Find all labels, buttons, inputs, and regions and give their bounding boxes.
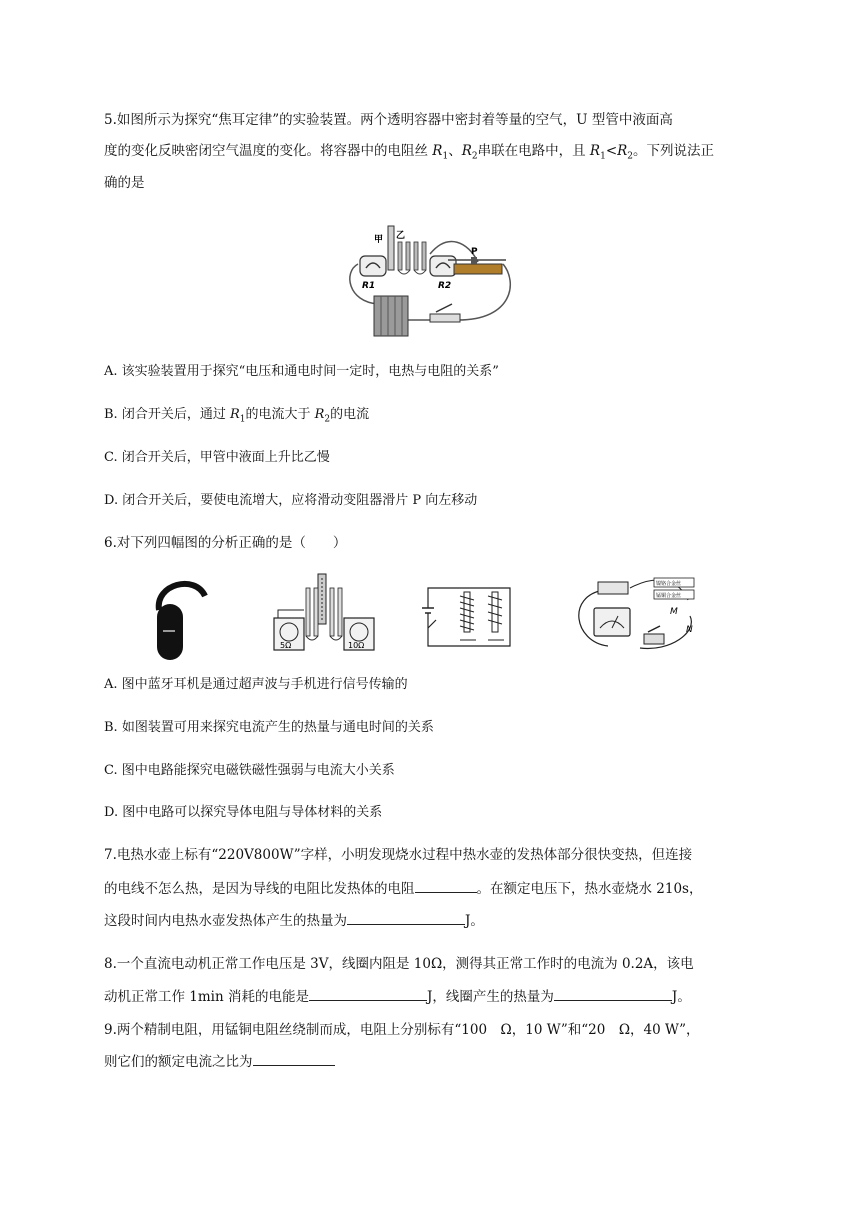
q9-stem-line-1: 9.两个精制电阻，用锰铜电阻丝绕制而成，电阻上分别标有“100 Ω，10 W”和“20 Ω，40 W”， <box>104 1022 700 1038</box>
q9-stem-line-2: 则它们的额定电流之比为 <box>104 1051 335 1072</box>
joule-law-apparatus-figure <box>338 212 518 346</box>
q5-stem-line-3: 确的是 <box>104 175 145 191</box>
q7-stem-line-3: 这段时间内电热水壶发热体产生的热量为 J。 <box>104 910 484 931</box>
q6-option-a: A. 图中蓝牙耳机是通过超声波与手机进行信号传输的 <box>104 677 408 692</box>
label-jia: 甲 <box>374 235 384 245</box>
resistance-material-figure <box>570 572 708 658</box>
heat-containers-figure <box>268 572 380 654</box>
label-5-ohm: 5Ω <box>280 641 292 650</box>
q8-answer-blank-2[interactable] <box>554 986 672 1001</box>
label-r1: R1 <box>362 281 376 291</box>
label-slider-p: P <box>471 247 478 257</box>
q5-stem-line-2: 度的变化反映密闭空气温度的变化。将容器中的电阻丝 $R_1$、$R_2$串联在电路中，且 $R_1<R_2$。下列说法正 <box>104 143 715 162</box>
q7-answer-blank-1[interactable] <box>415 878 477 893</box>
q7-stem-line-2: 的电线不怎么热，是因为导线的电阻比发热体的电阻 。在额定电压下，热水壶烧水 210s， <box>104 878 703 899</box>
q8-stem-line-2: 动机正常工作 1min 消耗的电能是 J，线圈产生的热量为 J。 <box>104 986 691 1007</box>
q5-option-d: D. 闭合开关后，要使电流增大，应将滑动变阻器滑片 P 向左移动 <box>104 493 478 508</box>
q7-answer-blank-2[interactable] <box>347 910 465 925</box>
q5-option-a: A. 该实验装置用于探究“电压和通电时间一定时，电热与电阻的关系” <box>104 364 499 379</box>
q5-option-c: C. 闭合开关后，甲管中液面上升比乙慢 <box>104 450 330 465</box>
q6-option-b: B. 如图装置可用来探究电流产生的热量与通电时间的关系 <box>104 720 434 735</box>
q6-option-d: D. 图中电路可以探究导体电阻与导体材料的关系 <box>104 805 383 820</box>
q6-option-c: C. 图中电路能探究电磁铁磁性强弱与电流大小关系 <box>104 763 395 778</box>
bluetooth-earpiece-figure <box>145 574 215 664</box>
label-10-ohm: 10Ω <box>348 641 365 650</box>
q8-stem-line-1: 8.一个直流电动机正常工作电压是 3V，线圈内阻是 10Ω，测得其正常工作时的电流为 0.2A，该电 <box>104 956 694 972</box>
label-nichrome-wire: 镍铬合金丝 <box>656 581 682 587</box>
label-r2: R2 <box>438 281 452 291</box>
q8-answer-blank-1[interactable] <box>309 986 427 1001</box>
q6-stem: 6.对下列四幅图的分析正确的是（ ） <box>104 535 347 551</box>
label-yi: 乙 <box>396 231 406 241</box>
label-n: N <box>686 625 693 635</box>
q7-stem-line-1: 7.电热水壶上标有“220V800W”字样，小明发现烧水过程中热水壶的发热体部分很快变热，但连接 <box>104 847 693 863</box>
q5-option-b: B. 闭合开关后，通过 $R_1$的电流大于 $R_2$的电流 <box>104 407 370 425</box>
q5-stem-line-1: 5.如图所示为探究“焦耳定律”的实验装置。两个透明容器中密封着等量的空气，U 型管中液面高 <box>104 112 673 128</box>
electromagnet-circuit-figure <box>420 582 520 654</box>
q9-answer-blank[interactable] <box>253 1051 335 1066</box>
label-m: M <box>670 607 678 617</box>
label-manganin-wire: 锰铜合金丝 <box>656 593 682 599</box>
